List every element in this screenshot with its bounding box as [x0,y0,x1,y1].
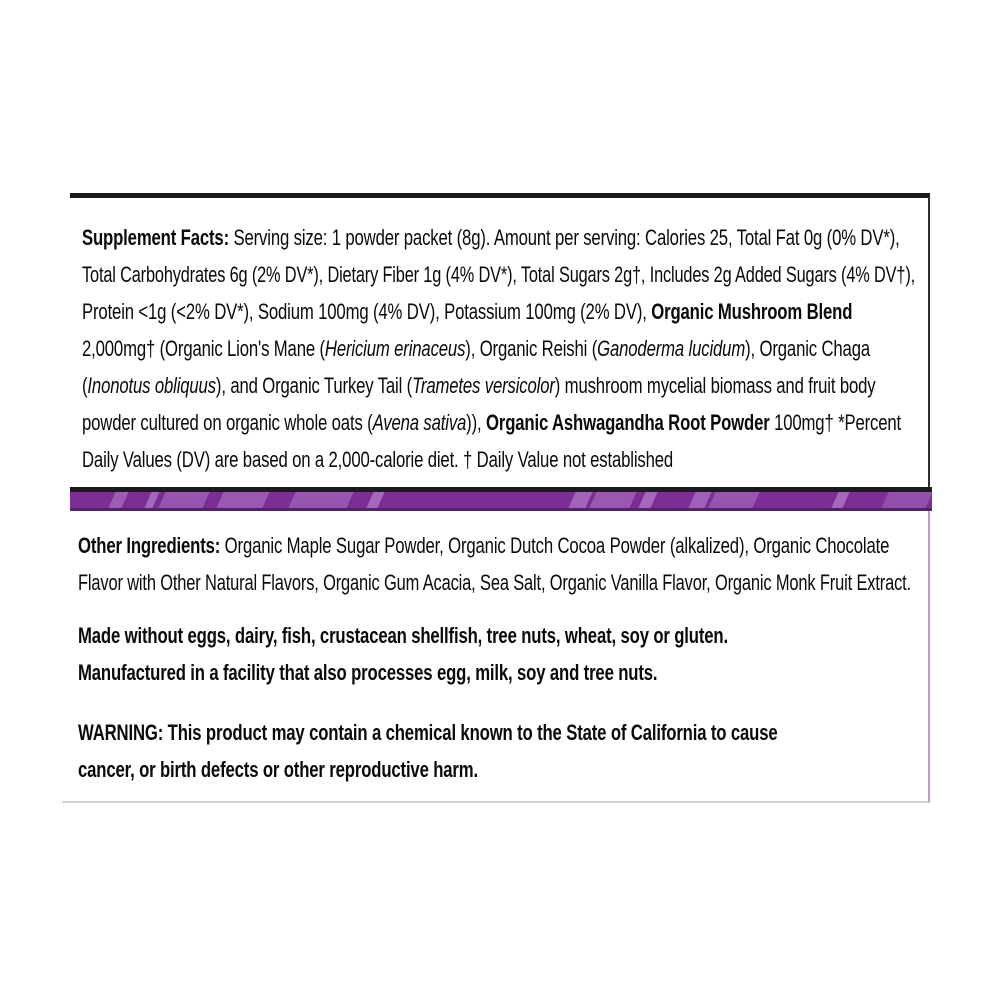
text-segment: Protein <1g (<2% DV*), Sodium 100mg (4% DV), Potassium 100mg (2% DV), [82,299,652,324]
california-warning-text [78,714,998,788]
text-segment: ), Organic Reishi ( [465,336,598,361]
text-segment: powder cultured on organic whole oats ( [82,410,373,435]
band-highlight-streak [568,492,592,508]
text-segment: WARNING: This product may contain a chemical known to the State of California to cause [78,720,778,745]
supplement-facts-panel [70,193,930,487]
divider-band-highlights [70,492,932,508]
text-segment: ), Organic Chaga [745,336,870,361]
text-segment: cancer, or birth defects or other reproductive harm. [78,757,478,782]
text-segment: Flavor with Other Natural Flavors, Organic Gum Acacia, Sea Salt, Organic Vanilla Flavor, Organic Monk Fruit Extract. [78,570,911,595]
text-segment: Manufactured in a facility that also processes egg, milk, soy and tree nuts. [78,660,658,685]
band-highlight-streak [158,492,209,508]
band-highlight-streak [216,492,269,508]
text-segment: Organic Maple Sugar Powder, Organic Dutch Cocoa Powder (alkalized), Organic Chocolate [220,533,890,558]
band-highlight-streak [144,492,159,508]
text-segment: Ganoderma lucidum [597,336,746,361]
text-segment: ), and Organic Turkey Tail ( [215,373,413,398]
band-highlight-streak [638,492,657,508]
text-segment: Total Carbohydrates 6g (2% DV*), Dietary Fiber 1g (4% DV*), Total Sugars 2g†, Includes 2g Added Sugars (4% DV†), [82,262,915,287]
band-highlight-streak [366,492,384,508]
band-highlight-streak [288,492,353,508]
text-segment: ( [82,373,88,398]
text-segment: Inonotus obliquus [87,373,216,398]
supplement-facts-text [82,219,1000,478]
text-segment: 100mg† *Percent [769,410,902,435]
ingredients-panel [62,511,930,803]
band-highlight-streak [589,492,636,508]
text-segment: )), [466,410,486,435]
text-segment: Daily Values (DV) are based on a 2,000-calorie diet. † Daily Value not established [82,447,674,472]
band-highlight-streak [831,492,849,508]
other-ingredients-text [78,527,1000,601]
divider-band-purple [70,492,932,508]
band-highlight-streak [708,492,759,508]
band-highlight-streak [881,492,932,508]
text-segment: Organic Ashwagandha Root Powder [485,410,770,435]
band-highlight-streak [108,492,128,508]
divider-band [70,487,932,511]
text-segment: Hericium erinaceus [324,336,466,361]
allergen-statement-text [78,617,933,691]
text-segment: Other Ingredients: [78,533,221,558]
text-segment: Organic Mushroom Blend [651,299,853,324]
text-segment: Trametes versicolor [412,373,555,398]
text-segment: Made without eggs, dairy, fish, crustacean shellfish, tree nuts, wheat, soy or gluten. [78,623,728,648]
text-segment: 2,000mg† (Organic Lion's Mane ( [82,336,325,361]
text-segment: ) mushroom mycelial biomass and fruit body [554,373,876,398]
text-segment: Serving size: 1 powder packet (8g). Amount per serving: Calories 25, Total Fat 0g (0% DV*), [229,225,900,250]
text-segment: Supplement Facts: [82,225,230,250]
text-segment: Avena sativa [372,410,467,435]
